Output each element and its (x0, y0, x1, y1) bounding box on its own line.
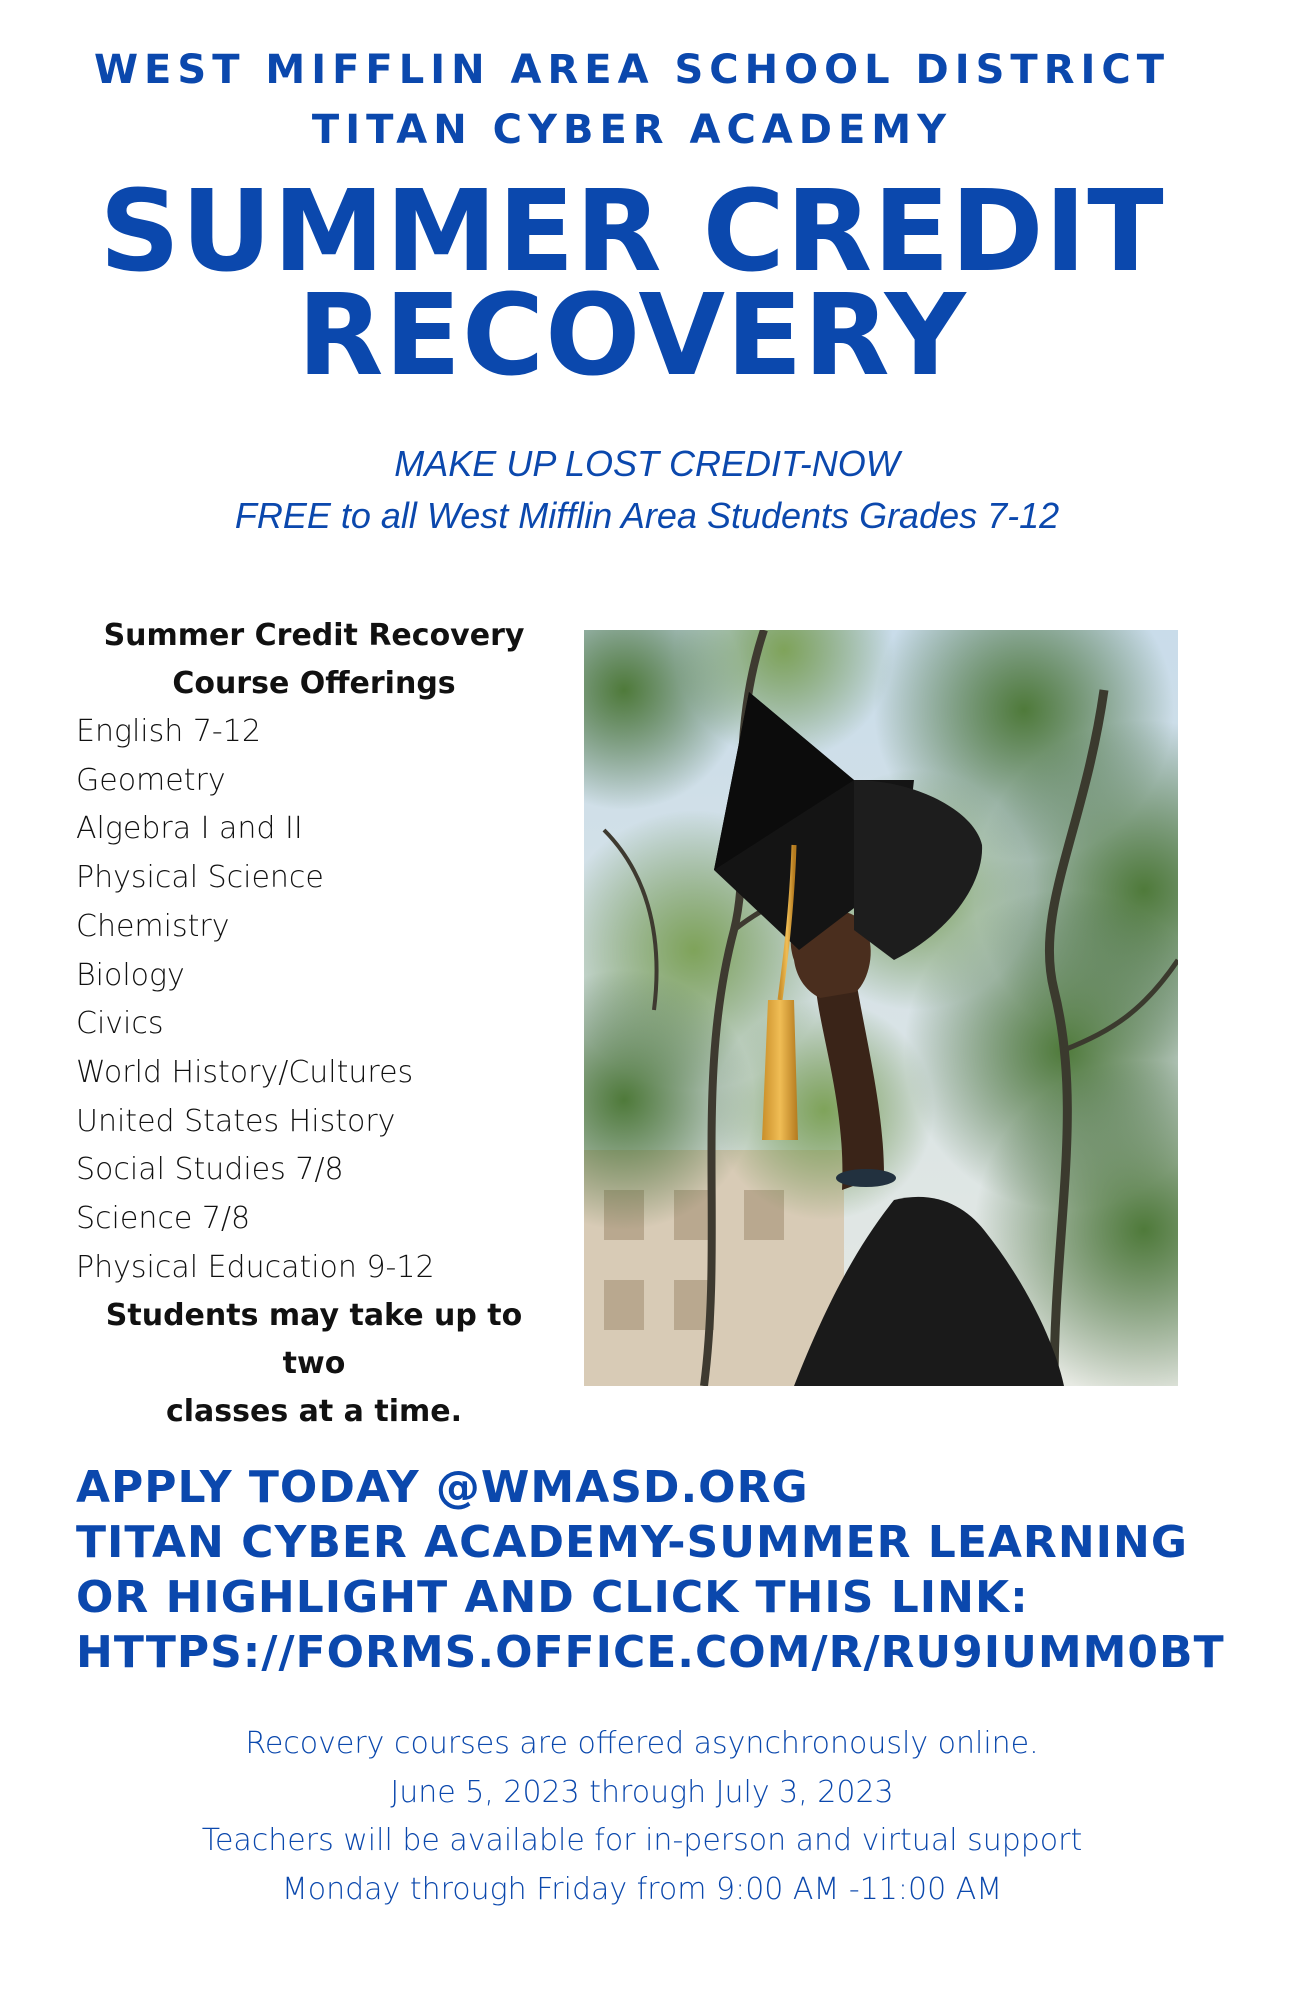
course-item: Civics (76, 1006, 164, 1042)
footer-line-3: Teachers will be available for in-person and virtual support (201, 1823, 1083, 1858)
course-offerings-heading (76, 612, 552, 708)
academy-name: TITAN CYBER ACADEMY (311, 107, 953, 153)
course-item: Science 7/8 (76, 1201, 251, 1237)
tagline-line-2: FREE to all West Mifflin Area Students Grades 7-12 (234, 495, 1060, 536)
course-item: Biology (76, 957, 185, 993)
course-item: United States History (76, 1103, 396, 1139)
course-item: Physical Education 9-12 (76, 1249, 435, 1285)
application-form-link[interactable]: HTTPS://FORMS.OFFICE.COM/R/RU9IUMM0BT (76, 1627, 1225, 1678)
tagline (0, 438, 1294, 542)
course-list (76, 708, 552, 1292)
course-item: Physical Science (76, 860, 324, 896)
apply-line-3: OR HIGHLIGHT AND CLICK THIS LINK: (76, 1572, 1029, 1623)
note-line-2: classes at a time. (165, 1394, 462, 1430)
course-offerings (76, 612, 552, 1436)
course-heading-line-2: Course Offerings (172, 666, 456, 701)
footer-line-2: June 5, 2023 through July 3, 2023 (390, 1774, 894, 1810)
course-item: Geometry (76, 762, 226, 798)
course-limit-note (76, 1292, 552, 1436)
district-name: WEST MIFFLIN AREA SCHOOL DISTRICT (93, 47, 1171, 93)
course-item: Social Studies 7/8 (76, 1152, 344, 1188)
schedule-details (0, 1720, 1284, 1914)
course-item: English 7-12 (76, 714, 261, 749)
title-line-1: SUMMER CREDIT (99, 167, 1165, 297)
course-heading-line-1: Summer Credit Recovery (103, 618, 525, 653)
page-title (0, 167, 1264, 401)
course-item: Chemistry (76, 908, 230, 944)
course-item: Algebra I and II (76, 811, 303, 847)
title-line-2: RECOVERY (297, 271, 967, 401)
graduation-cap-photo (584, 630, 1178, 1386)
footer-line-1: Recovery courses are offered asynchronously online. (245, 1726, 1039, 1761)
apply-link-row (76, 1625, 1276, 1680)
apply-line-2: TITAN CYBER ACADEMY-SUMMER LEARNING (76, 1517, 1188, 1568)
footer-line-4: Monday through Friday from 9:00 AM -11:00 AM (281, 1871, 1003, 1907)
tagline-line-1: MAKE UP LOST CREDIT-NOW (394, 443, 900, 484)
graduation-photo-illustration (584, 630, 1178, 1386)
apply-line-1: APPLY TODAY @WMASD.ORG (76, 1462, 809, 1513)
course-item: World History/Cultures (76, 1054, 414, 1090)
district-header (0, 40, 1264, 160)
apply-section (76, 1460, 1276, 1680)
note-line-1: Students may take up to two (105, 1298, 523, 1382)
